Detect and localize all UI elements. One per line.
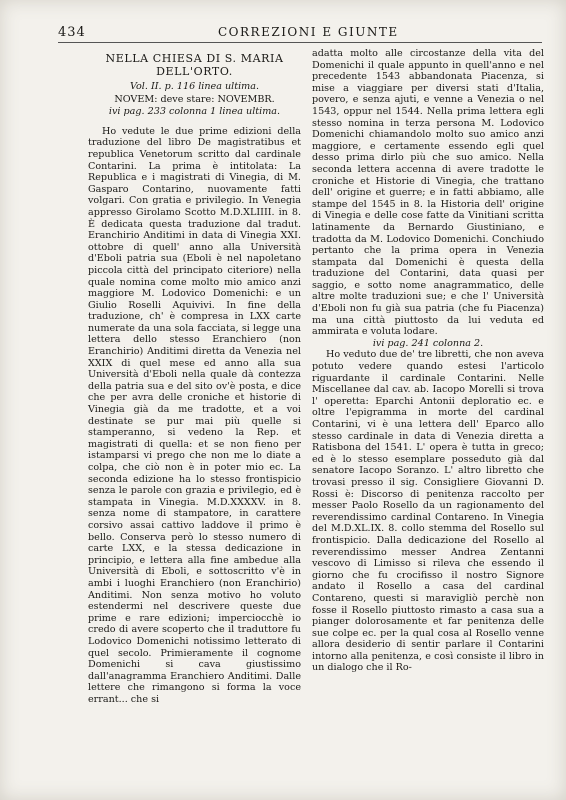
reference-line: Vol. II. p. 116 linea ultima. [129,81,260,92]
page-header [58,25,548,41]
running-head: CORREZIONI E GIUNTE [218,25,399,39]
header-rule [58,42,542,43]
body-paragraph: Ho veduto due de' tre libretti, che non aveva potuto vedere quando estesi l'articolo riguardante il cardinale Contarini. Nelle Miscellanee dal cav. ab. Iacopo Morelli si trova l' operetta: Eparchi Antonii deploratio ec. e oltre l'epigramma in morte del cardinal Contarini, vi è una lettera dell' Eparco allo stesso cardinale in data di Venezia diretta a Ratisbona del 1541. L' opera è tutta in greco; ed è lo stesso esemplare posseduto già dal senatore Iacopo Soranzo. L' altro libretto che trovasi presso il sig. Consigliere Giovanni D. Rossi è: Discorso di penitenza raccolto per messer Paolo Rosello da un ragionamento del reverendissimo cardinal Contareno. In Vinegia del M.D.XL.IX. 8. collo stemma del Rosello sul frontispicio. Dalla dedicazione del Rosello al reverendissimo messer Andrea Zentanni vescovo di Limisso si rileva che essendo il giorno che fu crocifisso il nostro Signore andato il Rosello a casa del cardinal Contareno, questi si maravigliò perchè non fosse il Rosello piuttosto rimasto a casa sua a pianger dolorosamente et far penitenza delle sue colpe ec. per la qual cosa al Rosello venne allora desiderio di sentir parlare il Contarini intorno alla penitenza, e così consiste il libro in un dialogo che il Ro- [312,349,544,674]
reference-line: ivi pag. 241 colonna 2. [372,337,484,349]
body-paragraph: adatta molto alle circostanze della vita del Domenichi il quale appunto in quell'anno e nel precedente 1543 abbandonata Piacenza, si mise a viaggiare per diversi stati d'Italia, povero, e senza ajuti, e venne a Venezia o nel 1543, oppur nel 1544. Nella prima lettera egli stesso nomina in terza persona M. Lodovico Domenichi chiamandolo molto suo amico anzi maggiore, e certamente essendo egli quel desso prima dirlo più che suo amico. Nella seconda lettera accenna di avere tradotte le croniche et Historie di Vinegia, che trattano dell' origine et guerre; e in fatti abbiamo, alle stampe del 1545 in 8. la Historia dell' origine di Vinegia e delle cose fatte da Vinitiani scritta latinamente da Bernardo Giustiniano, e tradotta da M. Lodovico Domenichi. Conchiudo pertanto che la prima opera in Venezia stampata dal Domenichi è questa della traduzione del Contarini, data quasi per saggio, e sotto nome anagrammatico, delle altre molte traduzioni sue; e che l' Università d'Eboli non fu già sua patria (che fu Piacenza) ma una città piuttosto da lui veduta ed ammirata e voluta lodare. [312,48,544,338]
page-number: 434 [58,25,86,40]
body-paragraph: Ho vedute le due prime edizioni della traduzione del libro De magistratibus et republica Venetorum scritto dal cardinale Contarini. La prima è intitolata: La Republica e i magistrati di Vinegia, di M. Gasparo Contarino, nuovamente fatti volgari. Con gratia e privilegio. In Venegia appresso Girolamo Scotto M.D.XLIIII. in 8. È dedicata questa traduzione dal tradut. Eranchirio Anditimi in data di Vinegia XXI. ottobre di quell' anno alla Università d'Eboli patria sua (Eboli è nel napoletano piccola città del principato citeriore) nella quale nomina come molto mio amico anzi maggiore M. Lodovico Domenichi: e un Giulio Roselli Aquivivi. In fine della traduzione, ch' è compresa in LXX carte numerate da una sola facciata, si legge una lettera dello stesso Eranchiero (non Eranchirio) Anditimi diretta da Venezia nel XXIX di quel mese ed anno alla sua Università d'Eboli nella quale dà contezza della patria sua e del sito ov'è posta, e dice che per avra delle croniche et historie di Vinegia già da me tradotte, et a voi destinate se pur mai più quelle si stamperanno, si vedeno la Rep. et magistrati di quella: et se non fieno per istamparsi vi prego che non me lo diate a colpa, che ciò non è in poter mio ec. La seconda edizione ha lo stesso frontispicio senza le parole con grazia e privilegio, ed è stampata in Vinegia. M.D.XXXXV. in 8. senza nome di stampatore, in carattere corsivo assai cattivo laddove il primo è bello. Conserva però lo stesso numero di carte LXX, e la stessa dedicazione in principio, e lettera alla fine ambedue alla Università di Eboli, e sottoscritto v'è in ambi i luoghi Eranchiero (non Eranchirio) Anditimi. Non senza motivo ho voluto estendermi nel descrivere queste due prime e rare edizioni; imperciocchè io credo di avere scoperto che il traduttore fu Lodovico Domenichi notissimo letterato di quel secolo. Primieramente il cognome Domenichi si cava giustissimo dall'anagramma Eranchiero Anditimi. Dalle lettere che rimangono si forma la voce errant... che si [88,125,301,705]
section-title: NELLA CHIESA DI S. MARIA DELL'ORTO. [105,52,284,78]
reference-line: ivi pag. 233 colonna 1 linea ultima. [108,106,281,118]
correction-line: NOVEM: deve stare: NOVEMBR. [114,93,275,105]
left-column [88,48,301,705]
right-column [312,48,544,674]
